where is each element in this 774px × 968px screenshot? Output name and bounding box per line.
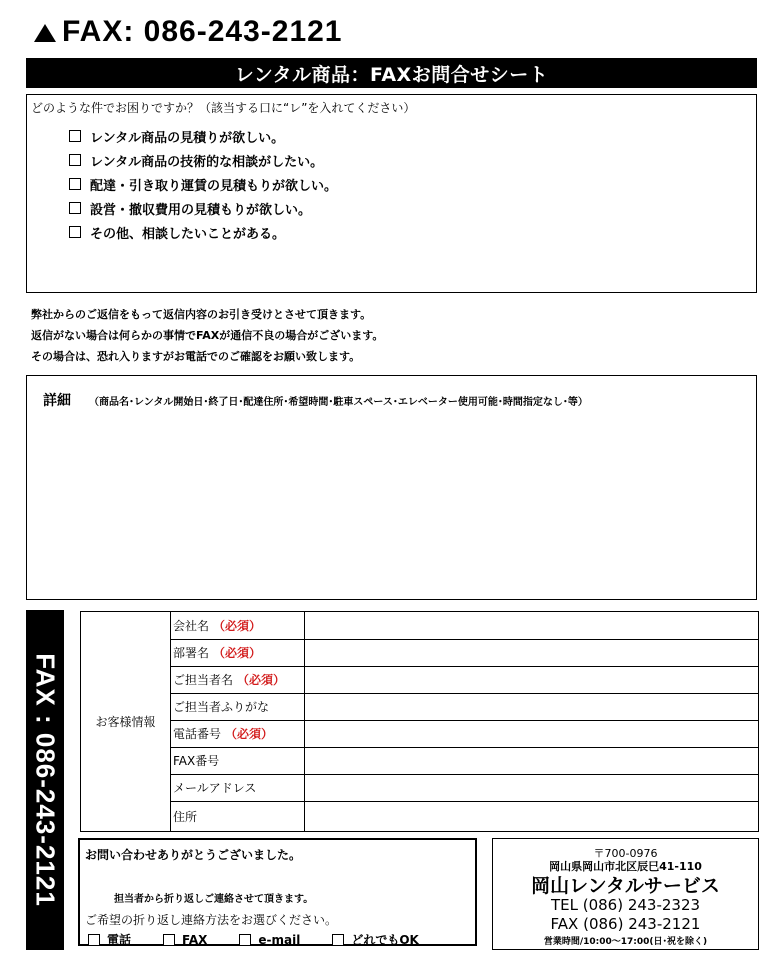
side-fax-bar: [26, 610, 64, 950]
field-label: ご担当者ふりがな: [171, 693, 305, 720]
company-fax: FAX (086) 243-2121: [550, 915, 701, 933]
inquiry-option-label: その他、相談したいことがある。: [90, 226, 286, 242]
contact-method-options: [88, 931, 419, 948]
side-fax-text: FAX : 086-243-2121: [30, 653, 61, 907]
company-info-box: [492, 838, 759, 950]
contact-option-fax[interactable]: [163, 931, 207, 948]
company-address: 岡山県岡山市北区辰巳41-110: [549, 860, 702, 873]
detail-title: 詳細: [43, 393, 71, 409]
company-name: 岡山レンタルサービス: [531, 875, 720, 897]
fax-header-text: FAX: 086-243-2121: [62, 15, 343, 48]
postal-code: 〒700-0976: [593, 847, 658, 860]
customer-info-label: お客様情報: [81, 612, 171, 831]
field-label: 電話番号 （必須）: [171, 720, 305, 747]
company-tel: TEL (086) 243-2323: [550, 896, 701, 914]
inquiry-option[interactable]: [69, 196, 337, 220]
required-mark: （必須）: [237, 673, 286, 687]
contact-furigana-row[interactable]: [171, 693, 758, 721]
form-title: レンタル商品：FAXお問合せシート: [234, 63, 549, 86]
thanks-subtitle: 担当者から折り返しご連絡させて頂きます。: [114, 894, 314, 905]
detail-hint: （商品名･レンタル開始日･終了日･配達住所･希望時間･駐車スペース･エレベーター使用可能･時間指定なし･等）: [89, 397, 588, 408]
note-line: その場合は、恐れ入りますがお電話でのご確認をお願い致します。: [31, 350, 361, 363]
option-label: FAX: [182, 932, 208, 947]
checkbox-icon[interactable]: [69, 226, 81, 238]
detail-textarea[interactable]: [26, 375, 757, 600]
contact-option-phone[interactable]: [88, 931, 131, 948]
field-label: 部署名 （必須）: [171, 639, 305, 666]
option-label: 電話: [107, 933, 132, 947]
inquiry-type-box: [26, 94, 757, 293]
inquiry-prompt: どのような件でお困りですか？（該当する口に“レ”を入れてください）: [31, 101, 416, 115]
contact-option-any[interactable]: [332, 931, 419, 948]
customer-info-table: [80, 611, 759, 832]
note-line: 弊社からのご返信をもって返信内容のお引き受けとさせて頂きます。: [31, 308, 372, 321]
required-mark: （必須）: [213, 619, 262, 633]
note-line: 返信がない場合は何らかの事情でFAXが通信不良の場合がございます。: [31, 329, 384, 342]
triangle-icon: [34, 24, 56, 42]
fax-number-header: [34, 14, 343, 50]
field-label: メールアドレス: [171, 774, 305, 801]
checkbox-icon[interactable]: [69, 202, 81, 214]
inquiry-option-label: 設営・撤収費用の見積もりが欲しい。: [90, 202, 312, 218]
inquiry-options: [69, 124, 337, 244]
email-row[interactable]: [171, 774, 758, 802]
contact-name-row[interactable]: [171, 666, 758, 694]
phone-row[interactable]: [171, 720, 758, 748]
thanks-box: [78, 838, 477, 946]
option-label: どれでもOK: [351, 933, 419, 947]
reply-notes: [31, 304, 383, 367]
form-title-bar: [26, 58, 757, 88]
checkbox-icon[interactable]: [163, 934, 175, 946]
field-label: ご担当者名 （必須）: [171, 666, 305, 693]
checkbox-icon[interactable]: [69, 178, 81, 190]
field-label: 住所: [171, 801, 305, 831]
thanks-title: お問い合わせありがとうございました。: [85, 848, 302, 862]
checkbox-icon[interactable]: [88, 934, 100, 946]
inquiry-option-label: レンタル商品の技術的な相談がしたい。: [90, 154, 324, 170]
checkbox-icon[interactable]: [332, 934, 344, 946]
checkbox-icon[interactable]: [239, 934, 251, 946]
field-label: FAX番号: [171, 747, 305, 774]
fax-number-row[interactable]: [171, 747, 758, 775]
checkbox-icon[interactable]: [69, 130, 81, 142]
required-mark: （必須）: [225, 727, 274, 741]
business-hours: 営業時間/10:00～17:00(日･祝を除く): [543, 937, 708, 947]
checkbox-icon[interactable]: [69, 154, 81, 166]
address-row[interactable]: [171, 801, 758, 831]
inquiry-option-label: レンタル商品の見積りが欲しい。: [90, 130, 285, 146]
field-label: 会社名 （必須）: [171, 612, 305, 639]
option-label: e-mail: [258, 932, 301, 947]
inquiry-option[interactable]: [69, 220, 337, 244]
inquiry-option[interactable]: [69, 148, 337, 172]
contact-option-email[interactable]: [239, 931, 300, 948]
inquiry-option-label: 配達・引き取り運賃の見積もりが欲しい。: [90, 178, 338, 194]
contact-method-prompt: ご希望の折り返し連絡方法をお選びください。: [85, 913, 338, 927]
department-row[interactable]: [171, 639, 758, 667]
inquiry-option[interactable]: [69, 124, 337, 148]
required-mark: （必須）: [213, 646, 262, 660]
inquiry-option[interactable]: [69, 172, 337, 196]
company-name-row[interactable]: [171, 612, 758, 640]
